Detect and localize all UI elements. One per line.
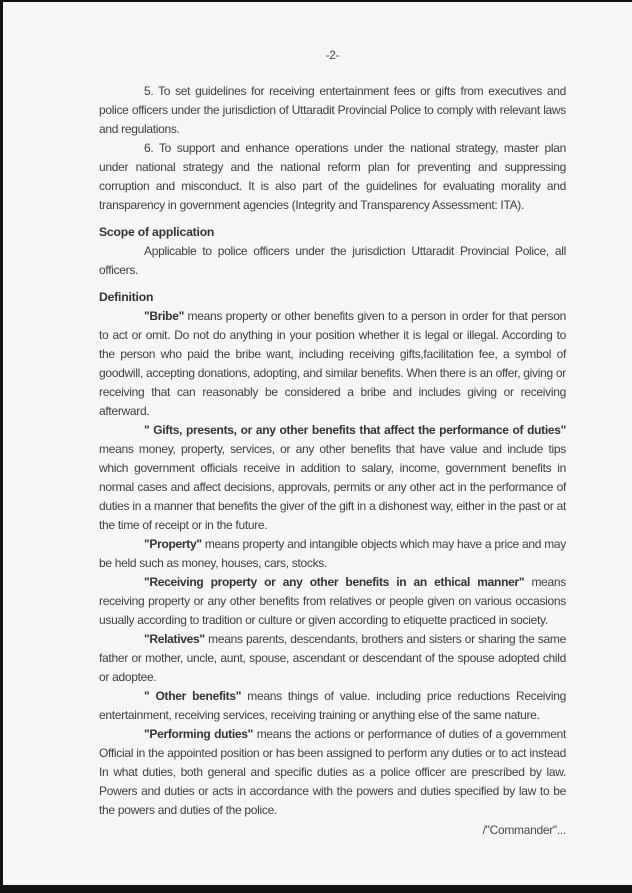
definition-other-benefits bbox=[99, 687, 566, 725]
definition-term-relatives: "Relatives" bbox=[144, 632, 205, 646]
paragraph-scope: Applicable to police officers under the jurisdiction Uttaradit Provincial Police, all officers. bbox=[99, 244, 566, 277]
definition-term-receiving-property: "Receiving property or any other benefits in an ethical manner" bbox=[144, 575, 525, 589]
definition-text-relatives: means parents, descendants, brothers and sisters or sharing the same father or mother, uncle, aunt, spouse, ascendant or descendant of the spouse adopted child or adoptee. bbox=[99, 632, 566, 684]
definition-text-bribe: means property or other benefits given to a person in order for that person to act or omit. Do not do anything in your position whether it is legal or illegal. According to the person who paid the bribe want, including receiving gifts,facilitation fee, a symbol of goodwill, accepting donations, adopting, and similar benefits. When there is an offer, giving or receiving that can reasonably be considered a bribe and includes giving or receiving afterward. bbox=[99, 309, 566, 418]
definition-text-gifts-presents: means money, property, services, or any other benefits that have value and include tips which government officials receive in addition to salary, income, government benefits in normal cases and affect decisions, approvals, permits or any other act in the performance of duties in a manner that benefits the giver of the gift in a dishonest way, either in the past or at the time of receipt or in the future. bbox=[99, 442, 566, 532]
definition-text-performing-duties: means the actions or performance of duties of a government Official in the appointed position or has been assigned to perform any duties or to act instead In what duties, both general and specific duties as a police officer are prescribed by law. Powers and duties or acts in accordance with the powers and duties specified by law to be the powers and duties of the police. bbox=[99, 727, 566, 817]
paragraph-objective-6: 6. To support and enhance operations under the national strategy, master plan under national strategy and the national reform plan for preventing and suppressing corruption and misconduct. It is also part of the guidelines for evaluating morality and transparency in government agencies (Integrity and Transparency Assessment: ITA). bbox=[99, 141, 566, 212]
heading-definition: Definition bbox=[99, 290, 154, 304]
definition-gifts-presents bbox=[99, 421, 566, 535]
continuation-note: /"Commander"... bbox=[482, 823, 566, 837]
definition-text-receiving-property: means receiving property or any other benefits from relatives or people given on various occasions usually according to tradition or culture or given according to etiquette practiced in society. bbox=[99, 575, 566, 627]
heading-scope-of-application: Scope of application bbox=[99, 225, 215, 239]
definition-term-other-benefits: " Other benefits" bbox=[144, 689, 242, 703]
definition-property bbox=[99, 535, 566, 573]
definition-receiving-property bbox=[99, 573, 566, 630]
definition-term-property: "Property" bbox=[144, 537, 202, 551]
definition-relatives bbox=[99, 630, 566, 687]
definition-text-property: means property and intangible objects which may have a price and may be held such as money, houses, cars, stocks. bbox=[99, 537, 566, 570]
definition-text-other-benefits: means things of value. including price reductions Receiving entertainment, receiving services, receiving training or anything else of the same nature. bbox=[99, 689, 566, 722]
definition-term-gifts-presents: " Gifts, presents, or any other benefits that affect the performance of duties" bbox=[144, 423, 566, 437]
paragraph-objective-5: 5. To set guidelines for receiving entertainment fees or gifts from executives and police officers under the jurisdiction of Uttaradit Provincial Police to comply with relevant laws and regulations. bbox=[99, 84, 566, 136]
definition-term-performing-duties: "Performing duties" bbox=[144, 727, 254, 741]
definition-bribe bbox=[99, 307, 566, 421]
definition-term-bribe: "Bribe" bbox=[144, 309, 184, 323]
page-number: -2- bbox=[325, 48, 340, 62]
definition-performing-duties bbox=[99, 725, 566, 820]
